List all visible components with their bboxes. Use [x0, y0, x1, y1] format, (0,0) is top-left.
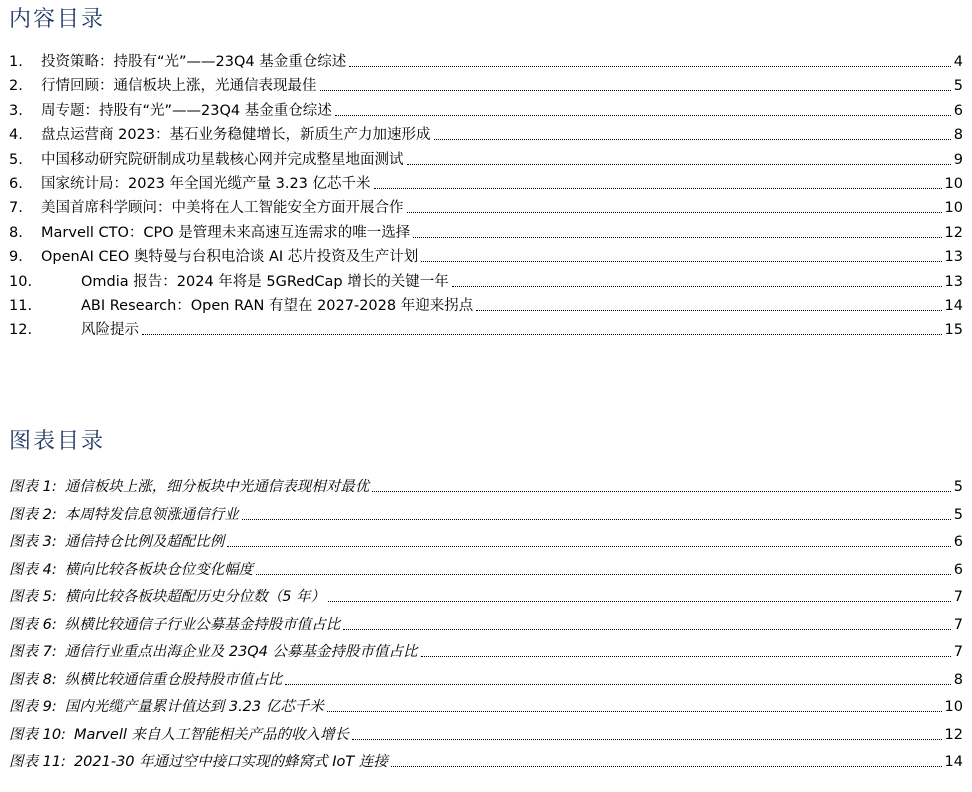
dot-leader: [407, 164, 951, 165]
dot-leader: [285, 684, 951, 685]
figure-entry-title[interactable]: 纵横比较通信子行业公募基金持股市值占比: [64, 616, 341, 633]
toc-heading: 内容目录: [9, 7, 106, 32]
toc-entry[interactable]: [9, 48, 963, 72]
toc-entry-number: 4.: [9, 127, 23, 144]
toc-entry-title[interactable]: Omdia 报告：2024 年将是 5GRedCap 增长的关键一年: [81, 273, 449, 290]
figure-entry-label: 图表 6:: [9, 616, 57, 633]
figure-entry-label: 图表 7:: [9, 644, 57, 660]
figure-entry-page: 7: [953, 616, 963, 633]
figure-entry-title[interactable]: 纵横比较通信重仓股持股市值占比: [64, 671, 283, 688]
figure-entry-label: 图表 4:: [9, 561, 57, 578]
figure-entry-title[interactable]: 横向比较各板块仓位变化幅度: [64, 561, 254, 578]
figure-entry-label: 图表 10:: [9, 726, 66, 743]
figure-entry-title[interactable]: Marvell 来自人工智能相关产品的收入增长: [73, 726, 349, 743]
toc-entry-page: 9: [953, 151, 963, 168]
figure-entry-label: 图表 11:: [9, 754, 66, 770]
toc-entry-number: 7.: [9, 200, 23, 217]
figure-entry-label: 图表 2:: [9, 506, 57, 523]
toc-entry-number: 1.: [9, 54, 23, 70]
figure-entry-title[interactable]: 通信行业重点出海企业及 23Q4 公募基金持股市值占比: [64, 644, 418, 660]
toc-entry-number: 11.: [9, 298, 33, 314]
figure-entry-page: 6: [953, 534, 963, 550]
figure-entry[interactable]: [9, 693, 963, 717]
figure-entry-page: 5: [953, 506, 963, 523]
figure-entry-page: 12: [944, 726, 963, 743]
figure-entry[interactable]: [9, 501, 963, 525]
figure-list-heading: 图表目录: [9, 429, 106, 454]
figure-entry-title[interactable]: 通信板块上涨，细分板块中光通信表现相对最优: [64, 479, 370, 495]
figure-entry-title[interactable]: 2021-30 年通过空中接口实现的蜂窝式 IoT 连接: [73, 754, 388, 770]
toc-entry-title[interactable]: 周专题：持股有“光”——23Q4 基金重仓综述: [41, 102, 332, 119]
dot-leader: [413, 237, 941, 238]
toc-entry-title[interactable]: 盘点运营商 2023：基石业务稳健增长，新质生产力加速形成: [41, 127, 431, 144]
dot-leader: [320, 90, 951, 91]
toc-entry[interactable]: [9, 243, 963, 267]
figure-entry[interactable]: [9, 528, 963, 552]
dot-leader: [227, 546, 951, 547]
figure-entry-label: 图表 1:: [9, 479, 57, 495]
toc-entry-title[interactable]: 中国移动研究院研制成功星载核心网并完成整星地面测试: [41, 151, 404, 168]
toc-entry-title[interactable]: 国家统计局：2023 年全国光缆产量 3.23 亿芯千米: [41, 176, 371, 192]
toc-entry-page: 13: [944, 249, 963, 266]
toc-entry-page: 4: [953, 54, 963, 70]
toc-entry[interactable]: [9, 170, 963, 194]
figure-entry[interactable]: [9, 748, 963, 772]
dot-leader: [242, 519, 951, 520]
toc-entry-title[interactable]: Marvell CTO：CPO 是管理未来高速互连需求的唯一选择: [41, 224, 411, 241]
figure-entry-label: 图表 3:: [9, 534, 57, 550]
figure-entry[interactable]: [9, 583, 963, 607]
dot-leader: [142, 334, 942, 335]
figure-entry[interactable]: [9, 638, 963, 662]
toc-entry-page: 15: [944, 322, 963, 339]
dot-leader: [374, 188, 942, 189]
toc-entry[interactable]: [9, 292, 963, 316]
toc-entry[interactable]: [9, 72, 963, 96]
toc-entry-number: 3.: [9, 102, 23, 119]
toc-entry-page: 13: [944, 273, 963, 290]
dot-leader: [328, 601, 951, 602]
figure-entry-page: 7: [953, 644, 963, 660]
figure-entry-page: 5: [953, 479, 963, 495]
toc-entry-title[interactable]: 美国首席科学顾问：中美将在人工智能安全方面开展合作: [41, 200, 404, 217]
toc-entry-title[interactable]: 风险提示: [81, 322, 139, 339]
figure-entry[interactable]: [9, 556, 963, 580]
dot-leader: [421, 261, 941, 262]
figure-entry-title[interactable]: 横向比较各板块超配历史分位数（5 年）: [64, 589, 326, 605]
toc-entry-number: 10.: [9, 273, 33, 290]
figure-entry-label: 图表 5:: [9, 589, 57, 605]
figure-entry[interactable]: [9, 666, 963, 690]
toc-entry-number: 12.: [9, 322, 33, 339]
toc-entry-number: 9.: [9, 249, 23, 266]
toc-entry[interactable]: [9, 194, 963, 218]
dot-leader: [407, 212, 942, 213]
figure-entry-title[interactable]: 本周特发信息领涨通信行业: [64, 506, 239, 523]
dot-leader: [343, 629, 951, 630]
toc-entry-number: 8.: [9, 224, 23, 241]
figure-entry[interactable]: [9, 611, 963, 635]
toc-entry-page: 6: [953, 102, 963, 119]
toc-entry-page: 10: [944, 200, 963, 217]
dot-leader: [335, 115, 951, 116]
toc-entry-page: 5: [953, 78, 963, 95]
toc-entry[interactable]: [9, 316, 963, 340]
figure-entry[interactable]: [9, 721, 963, 745]
toc-entry[interactable]: [9, 146, 963, 170]
figure-entry-page: 6: [953, 561, 963, 578]
dot-leader: [434, 139, 951, 140]
toc-entry[interactable]: [9, 219, 963, 243]
figure-entry-label: 图表 8:: [9, 671, 57, 688]
toc-entry-title[interactable]: ABI Research：Open RAN 有望在 2027-2028 年迎来拐点: [81, 298, 474, 314]
toc-entry[interactable]: [9, 97, 963, 121]
figure-entry-page: 10: [944, 699, 963, 715]
figure-entry-page: 7: [953, 589, 963, 605]
toc-entry-page: 10: [944, 176, 963, 192]
figure-entry-page: 8: [953, 671, 963, 688]
toc-entry-page: 12: [944, 224, 963, 241]
dot-leader: [352, 739, 942, 740]
dot-leader: [421, 656, 951, 657]
dot-leader: [452, 286, 942, 287]
figure-entry-title[interactable]: 通信持仓比例及超配比例: [64, 534, 225, 550]
toc-entry-number: 6.: [9, 176, 23, 192]
toc-entry-number: 2.: [9, 78, 23, 95]
dot-leader: [256, 574, 951, 575]
figure-entry[interactable]: [9, 473, 963, 497]
toc-entry-number: 5.: [9, 151, 23, 168]
figure-entry-label: 图表 9:: [9, 699, 57, 715]
toc-entry-page: 8: [953, 127, 963, 144]
dot-leader: [391, 766, 942, 767]
toc-entry-title[interactable]: OpenAI CEO 奥特曼与台积电洽谈 AI 芯片投资及生产计划: [41, 249, 419, 266]
toc-entry-title[interactable]: 投资策略：持股有“光”——23Q4 基金重仓综述: [41, 54, 347, 70]
dot-leader: [476, 310, 941, 311]
figure-entry-page: 14: [944, 754, 963, 770]
figure-entry-title[interactable]: 国内光缆产量累计值达到 3.23 亿芯千米: [64, 699, 324, 715]
toc-entry-page: 14: [944, 298, 963, 314]
toc-entry[interactable]: [9, 268, 963, 292]
toc-entry[interactable]: [9, 121, 963, 145]
dot-leader: [372, 491, 951, 492]
dot-leader: [349, 66, 951, 67]
dot-leader: [327, 711, 942, 712]
toc-entry-title[interactable]: 行情回顾：通信板块上涨，光通信表现最佳: [41, 78, 317, 95]
